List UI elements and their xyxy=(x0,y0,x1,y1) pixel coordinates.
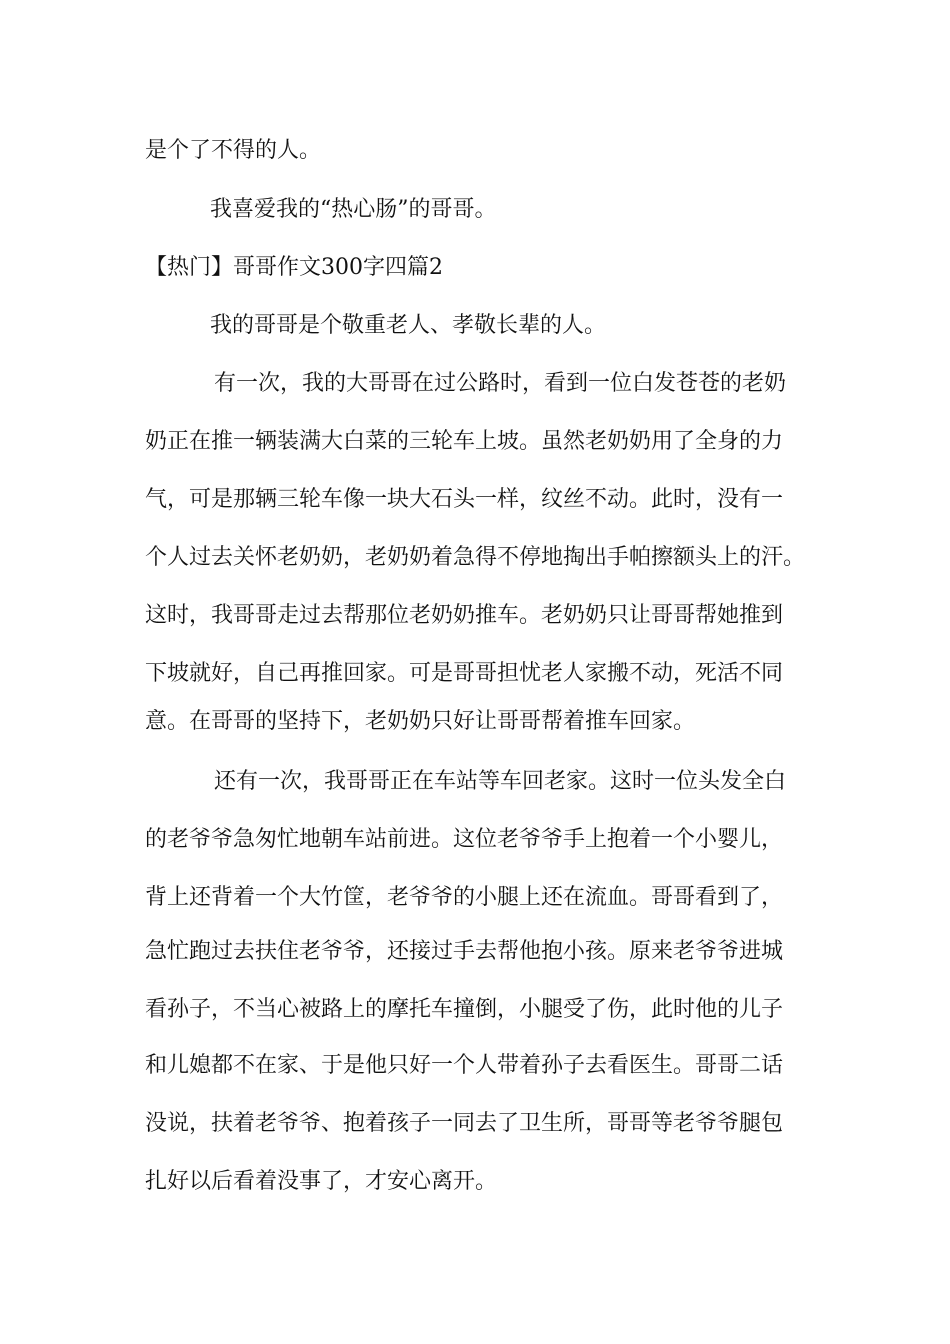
paragraph-line: 没说，扶着老爷爷、抱着孩子一同去了卫生所，哥哥等老爷爷腿包 xyxy=(145,1111,784,1136)
paragraph-line: 气，可是那辆三轮车像一块大石头一样，纹丝不动。此时，没有一 xyxy=(145,487,784,512)
paragraph-line: 看孙子，不当心被路上的摩托车撞倒，小腿受了伤，此时他的儿子 xyxy=(145,997,784,1022)
paragraph-line: 奶正在推一辆装满大白菜的三轮车上坡。虽然老奶奶用了全身的力 xyxy=(145,429,784,454)
paragraph-line: 和儿媳都不在家、于是他只好一个人带着孙子去看医生。哥哥二话 xyxy=(145,1053,784,1078)
section-heading: 【热门】哥哥作文300字四篇2 xyxy=(145,255,443,280)
paragraph-line: 我的哥哥是个敬重老人、孝敬长辈的人。 xyxy=(210,313,607,338)
paragraph-line: 这时，我哥哥走过去帮那位老奶奶推车。老奶奶只让哥哥帮她推到 xyxy=(145,603,784,628)
paragraph-line: 急忙跑过去扶住老爷爷，还接过手去帮他抱小孩。原来老爷爷进城 xyxy=(145,939,784,964)
paragraph-line: 意。在哥哥的坚持下，老奶奶只好让哥哥帮着推车回家。 xyxy=(145,709,696,734)
paragraph-line: 背上还背着一个大竹筐，老爷爷的小腿上还在流血。哥哥看到了， xyxy=(145,885,784,910)
paragraph-line: 有一次，我的大哥哥在过公路时，看到一位白发苍苍的老奶 xyxy=(214,371,787,396)
paragraph-line: 下坡就好，自己再推回家。可是哥哥担忧老人家搬不动，死活不同 xyxy=(145,661,784,686)
paragraph-line: 还有一次，我哥哥正在车站等车回老家。这时一位头发全白 xyxy=(214,769,787,794)
paragraph-line: 我喜爱我的“热心肠”的哥哥。 xyxy=(210,197,497,222)
paragraph-line: 是个了不得的人。 xyxy=(145,138,322,163)
paragraph-line: 个人过去关怀老奶奶，老奶奶着急得不停地掏出手帕擦额头上的汗。 xyxy=(145,545,806,570)
paragraph-line: 的老爷爷急匆忙地朝车站前进。这位老爷爷手上抱着一个小婴儿， xyxy=(145,827,784,852)
paragraph-line: 扎好以后看着没事了，才安心离开。 xyxy=(145,1169,498,1194)
